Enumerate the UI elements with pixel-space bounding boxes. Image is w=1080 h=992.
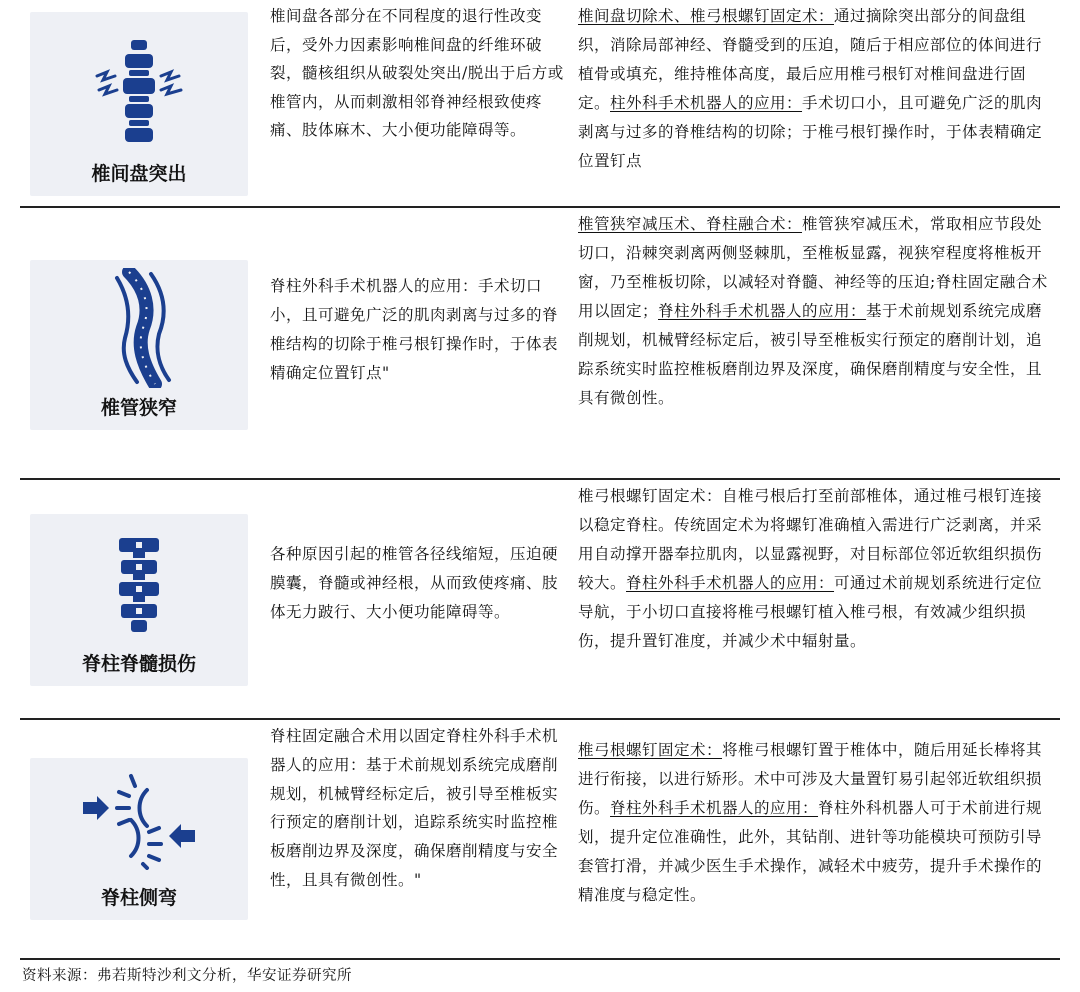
robot-application-text: 可通过术前规划系统进行定位导航，于小切口直接将椎弓根螺钉植入椎弓根，有效减少组织损伤，提升置钉准度，并减少术中辐射量。: [578, 574, 1043, 650]
treatment-heading: 椎弓根螺钉固定术：: [578, 741, 723, 759]
disease-icon-card: [30, 12, 248, 196]
disease-description: 各种原因引起的椎管各径线缩短，压迫硬膜囊，脊髓或神经根，从而致使疼痛、肢体无力跛行、大小便功能障碍等。: [270, 545, 559, 621]
table-row: [20, 480, 1060, 718]
treatment-description: [578, 482, 1048, 656]
disease-icon-card: [30, 758, 248, 920]
robot-application-heading: 脊柱外科手术机器人的应用：: [626, 574, 835, 592]
disease-description: 脊柱外科手术机器人的应用：手术切口小，且可避免广泛的肌肉剥离与过多的脊椎结构的切除于椎弓根钉操作时，于体表精确定位置钉点": [270, 277, 559, 382]
table-row: [20, 208, 1060, 478]
source-footnote: 资料来源：弗若斯特沙利文分析，华安证券研究所: [22, 968, 352, 984]
treatment-description: [578, 736, 1048, 910]
disease-description: 脊柱固定融合术用以固定脊柱外科手术机器人的应用：基于术前规划系统完成磨削规划，机械臂经标定后，被引导至椎板实行预定的磨削计划，追踪系统实时监控椎板磨削边界及深度，确保磨削精度与安全性，且具有微创性。": [270, 727, 559, 889]
robot-application-heading: 柱外科手术机器人的应用：: [610, 94, 803, 112]
treatment-text: 椎弓根螺钉固定术：自椎弓根后打至前部椎体，通过椎弓根钉连接以稳定脊柱。传统固定术为将螺钉准确植入需进行广泛剥离，并采用自动撑开器奉拉肌肉，以显露视野，对目标部位邻近软组织损伤较大。: [578, 487, 1043, 592]
disease-icon-card: [30, 260, 248, 430]
spinal-cord-injury-icon: [109, 536, 169, 636]
robot-application-heading: 脊柱外科手术机器人的应用：: [658, 302, 867, 320]
treatment-heading: 椎间盘切除术、椎弓根螺钉固定术：: [578, 7, 835, 25]
disease-label: 椎管狭窄: [100, 397, 177, 419]
treatment-text: 通过摘除突出部分的间盘组织，消除局部神经、脊髓受到的压迫，随后于相应部位的体间进行植骨或填充，维持椎体高度，最后应用椎弓根钉对椎间盘进行固定。: [578, 7, 1043, 112]
scoliosis-icon: [79, 770, 199, 870]
table-bottom-rule: [20, 958, 1060, 960]
table-row: [20, 0, 1060, 206]
table-row: [20, 720, 1060, 958]
disease-description: 椎间盘各部分在不同程度的退行性改变后，受外力因素影响椎间盘的纤维环破裂，髓核组织从破裂处突出/脱出于后方或椎管内，从而刺激相邻脊神经根致使疼痛、肢体麻木、大小便功能障碍等。: [270, 7, 564, 139]
robot-application-text: 手术切口小，且可避免广泛的肌肉剥离与过多的脊椎结构的切除；于椎弓根钉操作时，于体表精确定位置钉点: [578, 94, 1043, 170]
treatment-description: [578, 210, 1048, 413]
treatment-text: 将椎弓根螺钉置于椎体中，随后用延长棒将其进行衔接，以进行矫形。术中可涉及大量置钉易引起邻近软组织损伤。: [578, 741, 1043, 817]
robot-application-text: 脊柱外科机器人可于术前进行规划，提升定位准确性，此外，其钻削、进针等功能模块可预防引导套管打滑，并减少医生手术操作，减轻术中疲劳，提升手术操作的精准度与稳定性。: [578, 799, 1043, 904]
treatment-description: [578, 2, 1048, 176]
spinal-stenosis-icon: [99, 268, 179, 388]
treatment-heading: 椎管狭窄减压术、脊柱融合术：: [578, 215, 803, 233]
disease-label: 脊柱脊髓损伤: [81, 653, 196, 675]
disease-label: 脊柱侧弯: [100, 887, 177, 909]
disease-label: 椎间盘突出: [91, 163, 187, 185]
disease-icon-card: [30, 514, 248, 686]
treatment-text: 椎管狭窄减压术，常取相应节段处切口，沿棘突剥离两侧竖棘肌，至椎板显露，视狭窄程度将椎板开窗，乃至椎板切除，以减轻对脊髓、神经等的压迫;脊柱固定融合术用以固定；: [578, 215, 1048, 320]
robot-application-text: 基于术前规划系统完成磨削规划，机械臂经标定后，被引导至椎板实行预定的磨削计划，追踪系统实时监控椎板磨削边界及深度，确保磨削精度与安全性，且具有微创性。: [578, 302, 1043, 407]
disc-herniation-icon: [89, 40, 189, 150]
robot-application-heading: 脊柱外科手术机器人的应用：: [610, 799, 819, 817]
